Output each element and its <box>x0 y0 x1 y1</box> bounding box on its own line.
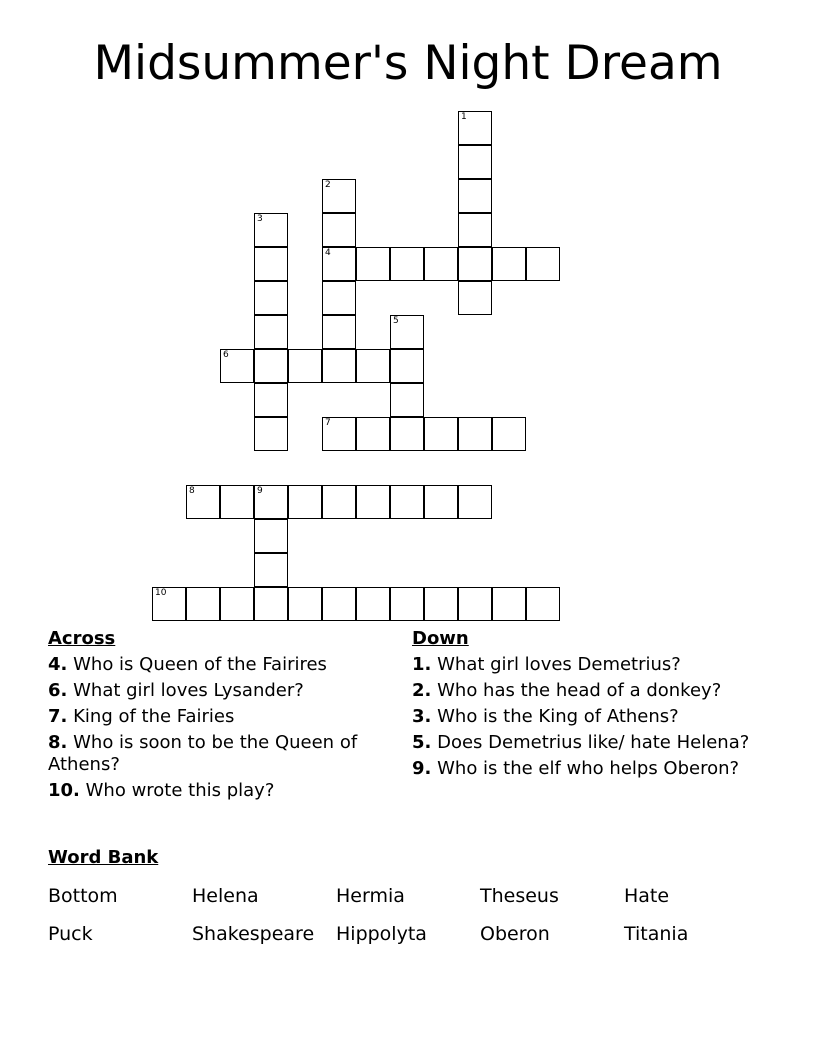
grid-cell[interactable] <box>458 417 492 451</box>
clue-number: 2. <box>412 680 432 701</box>
word-bank-item: Bottom <box>48 885 118 907</box>
clue-text: Who is Queen of the Fairires <box>73 654 327 675</box>
clue-number: 9. <box>412 758 432 779</box>
grid-cell[interactable] <box>356 247 390 281</box>
grid-cell[interactable] <box>254 519 288 553</box>
grid-cell[interactable] <box>492 417 526 451</box>
grid-cell[interactable] <box>390 485 424 519</box>
word-bank-heading: Word Bank <box>48 847 159 868</box>
grid-cell[interactable] <box>322 587 356 621</box>
clue-down-2 <box>412 680 757 702</box>
grid-cell[interactable] <box>288 587 322 621</box>
clue-across-4 <box>48 654 393 676</box>
grid-cell[interactable] <box>492 247 526 281</box>
clue-number: 8. <box>48 732 68 753</box>
cell-number: 10 <box>155 588 167 598</box>
clue-number: 10. <box>48 780 80 801</box>
cell-number: 3 <box>257 214 263 224</box>
across-clues <box>48 628 393 806</box>
grid-cell[interactable] <box>254 349 288 383</box>
cell-number: 4 <box>325 248 331 258</box>
grid-cell[interactable] <box>220 349 254 383</box>
clue-across-8 <box>48 732 393 776</box>
grid-cell[interactable] <box>390 247 424 281</box>
clue-down-5 <box>412 732 757 754</box>
grid-cell[interactable] <box>186 587 220 621</box>
clue-text: Who has the head of a donkey? <box>437 680 722 701</box>
clue-across-10 <box>48 780 393 802</box>
grid-cell[interactable] <box>322 213 356 247</box>
cell-number: 1 <box>461 112 467 122</box>
grid-cell[interactable] <box>356 349 390 383</box>
clue-down-9 <box>412 758 757 780</box>
grid-cell[interactable] <box>152 587 186 621</box>
grid-cell[interactable] <box>424 485 458 519</box>
grid-cell[interactable] <box>220 485 254 519</box>
grid-cell[interactable] <box>424 247 458 281</box>
clue-text: Who wrote this play? <box>85 780 275 801</box>
clue-text: Who is the King of Athens? <box>437 706 679 727</box>
grid-cell[interactable] <box>254 417 288 451</box>
word-bank-item: Oberon <box>480 923 550 945</box>
grid-cell[interactable] <box>356 417 390 451</box>
grid-cell[interactable] <box>322 485 356 519</box>
grid-cell[interactable] <box>322 179 356 213</box>
grid-cell[interactable] <box>526 587 560 621</box>
grid-cell[interactable] <box>288 485 322 519</box>
grid-cell[interactable] <box>288 349 322 383</box>
grid-cell[interactable] <box>458 213 492 247</box>
grid-cell[interactable] <box>254 213 288 247</box>
grid-cell[interactable] <box>254 247 288 281</box>
word-bank-item: Titania <box>624 923 689 945</box>
grid-cell[interactable] <box>526 247 560 281</box>
clue-text: Who is soon to be the Queen of Athens? <box>48 732 358 775</box>
grid-cell[interactable] <box>458 281 492 315</box>
grid-cell[interactable] <box>390 587 424 621</box>
clue-number: 7. <box>48 706 68 727</box>
clue-down-3 <box>412 706 757 728</box>
across-heading: Across <box>48 628 116 649</box>
grid-cell[interactable] <box>390 315 424 349</box>
grid-cell[interactable] <box>390 417 424 451</box>
grid-cell[interactable] <box>254 383 288 417</box>
clue-number: 3. <box>412 706 432 727</box>
grid-cell[interactable] <box>424 417 458 451</box>
grid-cell[interactable] <box>390 383 424 417</box>
grid-cell[interactable] <box>458 587 492 621</box>
cell-number: 2 <box>325 180 331 190</box>
down-heading: Down <box>412 628 469 649</box>
grid-cell[interactable] <box>322 349 356 383</box>
grid-cell[interactable] <box>254 553 288 587</box>
grid-cell[interactable] <box>458 145 492 179</box>
down-clues <box>412 628 757 784</box>
grid-cell[interactable] <box>356 587 390 621</box>
grid-cell[interactable] <box>492 587 526 621</box>
word-bank-item: Theseus <box>480 885 559 907</box>
grid-cell[interactable] <box>322 315 356 349</box>
grid-cell[interactable] <box>458 247 492 281</box>
grid-cell[interactable] <box>254 485 288 519</box>
word-bank-item: Hippolyta <box>336 923 427 945</box>
cell-number: 8 <box>189 486 195 496</box>
clue-text: King of the Fairies <box>73 706 235 727</box>
grid-cell[interactable] <box>254 587 288 621</box>
clue-number: 6. <box>48 680 68 701</box>
clue-number: 5. <box>412 732 432 753</box>
grid-cell[interactable] <box>322 417 356 451</box>
grid-cell[interactable] <box>458 111 492 145</box>
clue-text: What girl loves Demetrius? <box>437 654 681 675</box>
word-bank-item: Helena <box>192 885 259 907</box>
clue-number: 4. <box>48 654 68 675</box>
clue-down-1 <box>412 654 757 676</box>
grid-cell[interactable] <box>424 587 458 621</box>
word-bank-item: Shakespeare <box>192 923 315 945</box>
grid-cell[interactable] <box>186 485 220 519</box>
grid-cell[interactable] <box>322 247 356 281</box>
grid-cell[interactable] <box>254 315 288 349</box>
clue-across-7 <box>48 706 393 728</box>
cell-number: 9 <box>257 486 263 496</box>
grid-cell[interactable] <box>220 587 254 621</box>
clue-across-6 <box>48 680 393 702</box>
grid-cell[interactable] <box>356 485 390 519</box>
word-bank-item: Hate <box>624 885 670 907</box>
grid-cell[interactable] <box>254 281 288 315</box>
word-bank-item: Puck <box>48 923 93 945</box>
clue-text: Who is the elf who helps Oberon? <box>437 758 740 779</box>
clue-text: What girl loves Lysander? <box>73 680 304 701</box>
grid-cell[interactable] <box>322 281 356 315</box>
clue-number: 1. <box>412 654 432 675</box>
cell-number: 5 <box>393 316 399 326</box>
word-bank-item: Hermia <box>336 885 405 907</box>
grid-cell[interactable] <box>458 485 492 519</box>
grid-cell[interactable] <box>390 349 424 383</box>
cell-number: 7 <box>325 418 331 428</box>
cell-number: 6 <box>223 350 229 360</box>
clue-text: Does Demetrius like/ hate Helena? <box>437 732 750 753</box>
grid-cell[interactable] <box>458 179 492 213</box>
puzzle-title: Midsummer's Night Dream <box>93 36 723 91</box>
